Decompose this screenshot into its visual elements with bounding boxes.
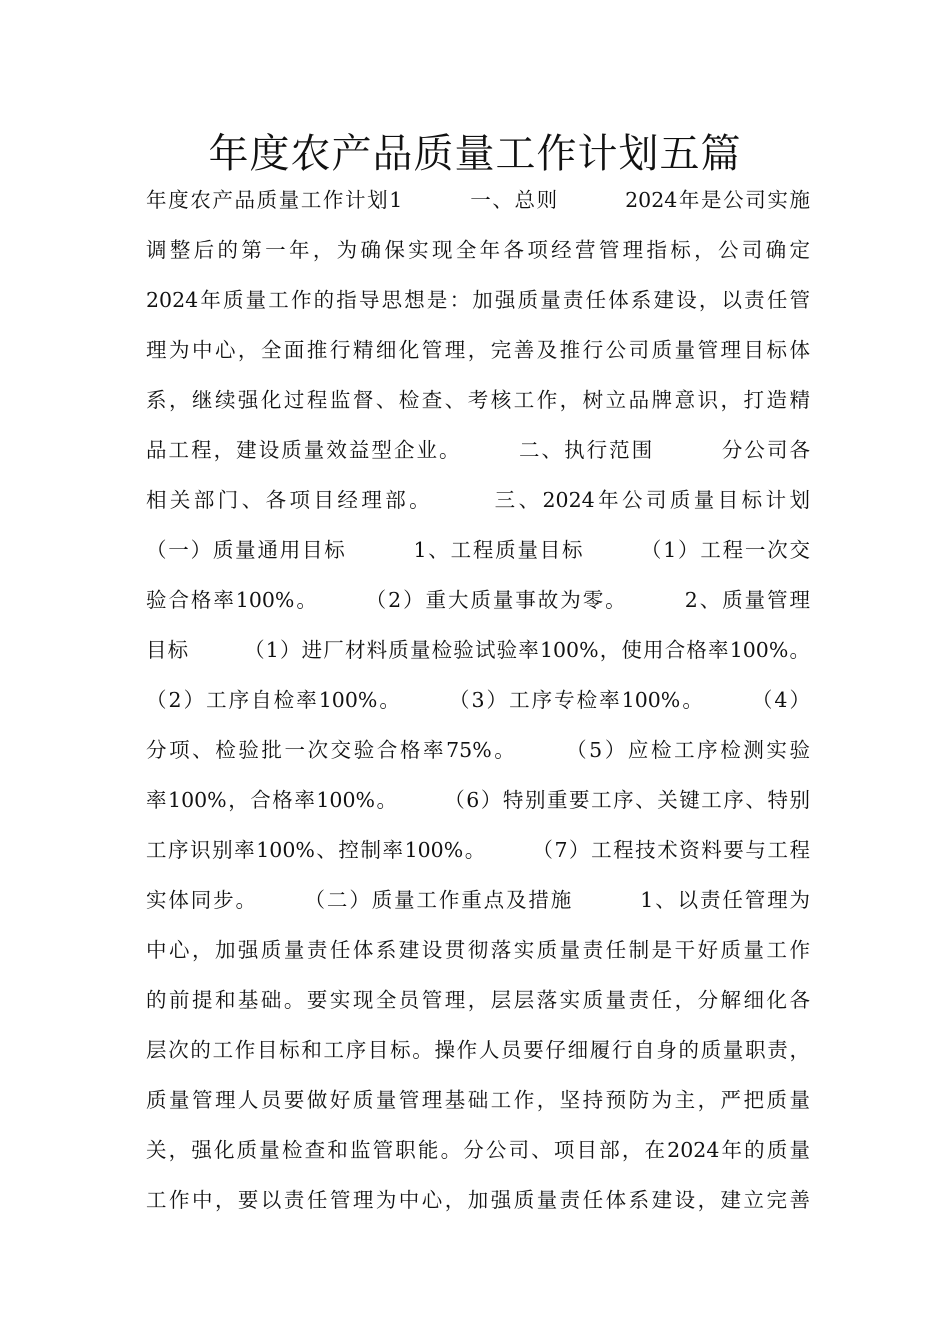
body-line: 率100%，合格率100%。 （6）特别重要工序、关键工序、特别 <box>146 788 810 812</box>
body-line: 的前提和基础。要实现全员管理，层层落实质量责任，分解细化各 <box>146 988 810 1012</box>
body-line: 理为中心，全面推行精细化管理，完善及推行公司质量管理目标体 <box>146 338 810 362</box>
body-line: 年度农产品质量工作计划1 一、总则 2024年是公司实施 <box>146 188 810 212</box>
body-line: 调整后的第一年，为确保实现全年各项经营管理指标，公司确定 <box>146 238 810 262</box>
document-body <box>146 180 810 1230</box>
body-line: 品工程，建设质量效益型企业。 二、执行范围 分公司各 <box>146 438 810 462</box>
body-line: 2024年质量工作的指导思想是：加强质量责任体系建设，以责任管 <box>146 288 810 312</box>
body-line: 目标 （1）进厂材料质量检验试验率100%，使用合格率100%。 <box>146 638 810 662</box>
body-line: 实体同步。 （二）质量工作重点及措施 1、以责任管理为 <box>146 888 810 912</box>
body-line: 分项、检验批一次交验合格率75%。 （5）应检工序检测实验 <box>146 738 810 762</box>
body-line: 验合格率100%。 （2）重大质量事故为零。 2、质量管理 <box>146 588 810 612</box>
body-line: 相关部门、各项目经理部。 三、2024年公司质量目标计划 <box>146 488 810 512</box>
body-line: 关，强化质量检查和监管职能。分公司、项目部，在2024年的质量 <box>146 1138 810 1162</box>
body-line: 中心，加强质量责任体系建设贯彻落实质量责任制是干好质量工作 <box>146 938 810 962</box>
body-line: 工序识别率100%、控制率100%。 （7）工程技术资料要与工程 <box>146 838 810 862</box>
body-line: 工作中，要以责任管理为中心，加强质量责任体系建设，建立完善 <box>146 1188 810 1212</box>
body-line: 系，继续强化过程监督、检查、考核工作，树立品牌意识，打造精 <box>146 388 810 412</box>
document-title: 年度农产品质量工作计划五篇 <box>208 131 742 177</box>
body-line: 质量管理人员要做好质量管理基础工作，坚持预防为主，严把质量 <box>146 1088 810 1112</box>
body-line: （一）质量通用目标 1、工程质量目标 （1）工程一次交 <box>146 538 810 562</box>
body-line: （2）工序自检率100%。 （3）工序专检率100%。 （4） <box>146 688 810 712</box>
body-line: 层次的工作目标和工序目标。操作人员要仔细履行自身的质量职责， <box>146 1038 810 1062</box>
